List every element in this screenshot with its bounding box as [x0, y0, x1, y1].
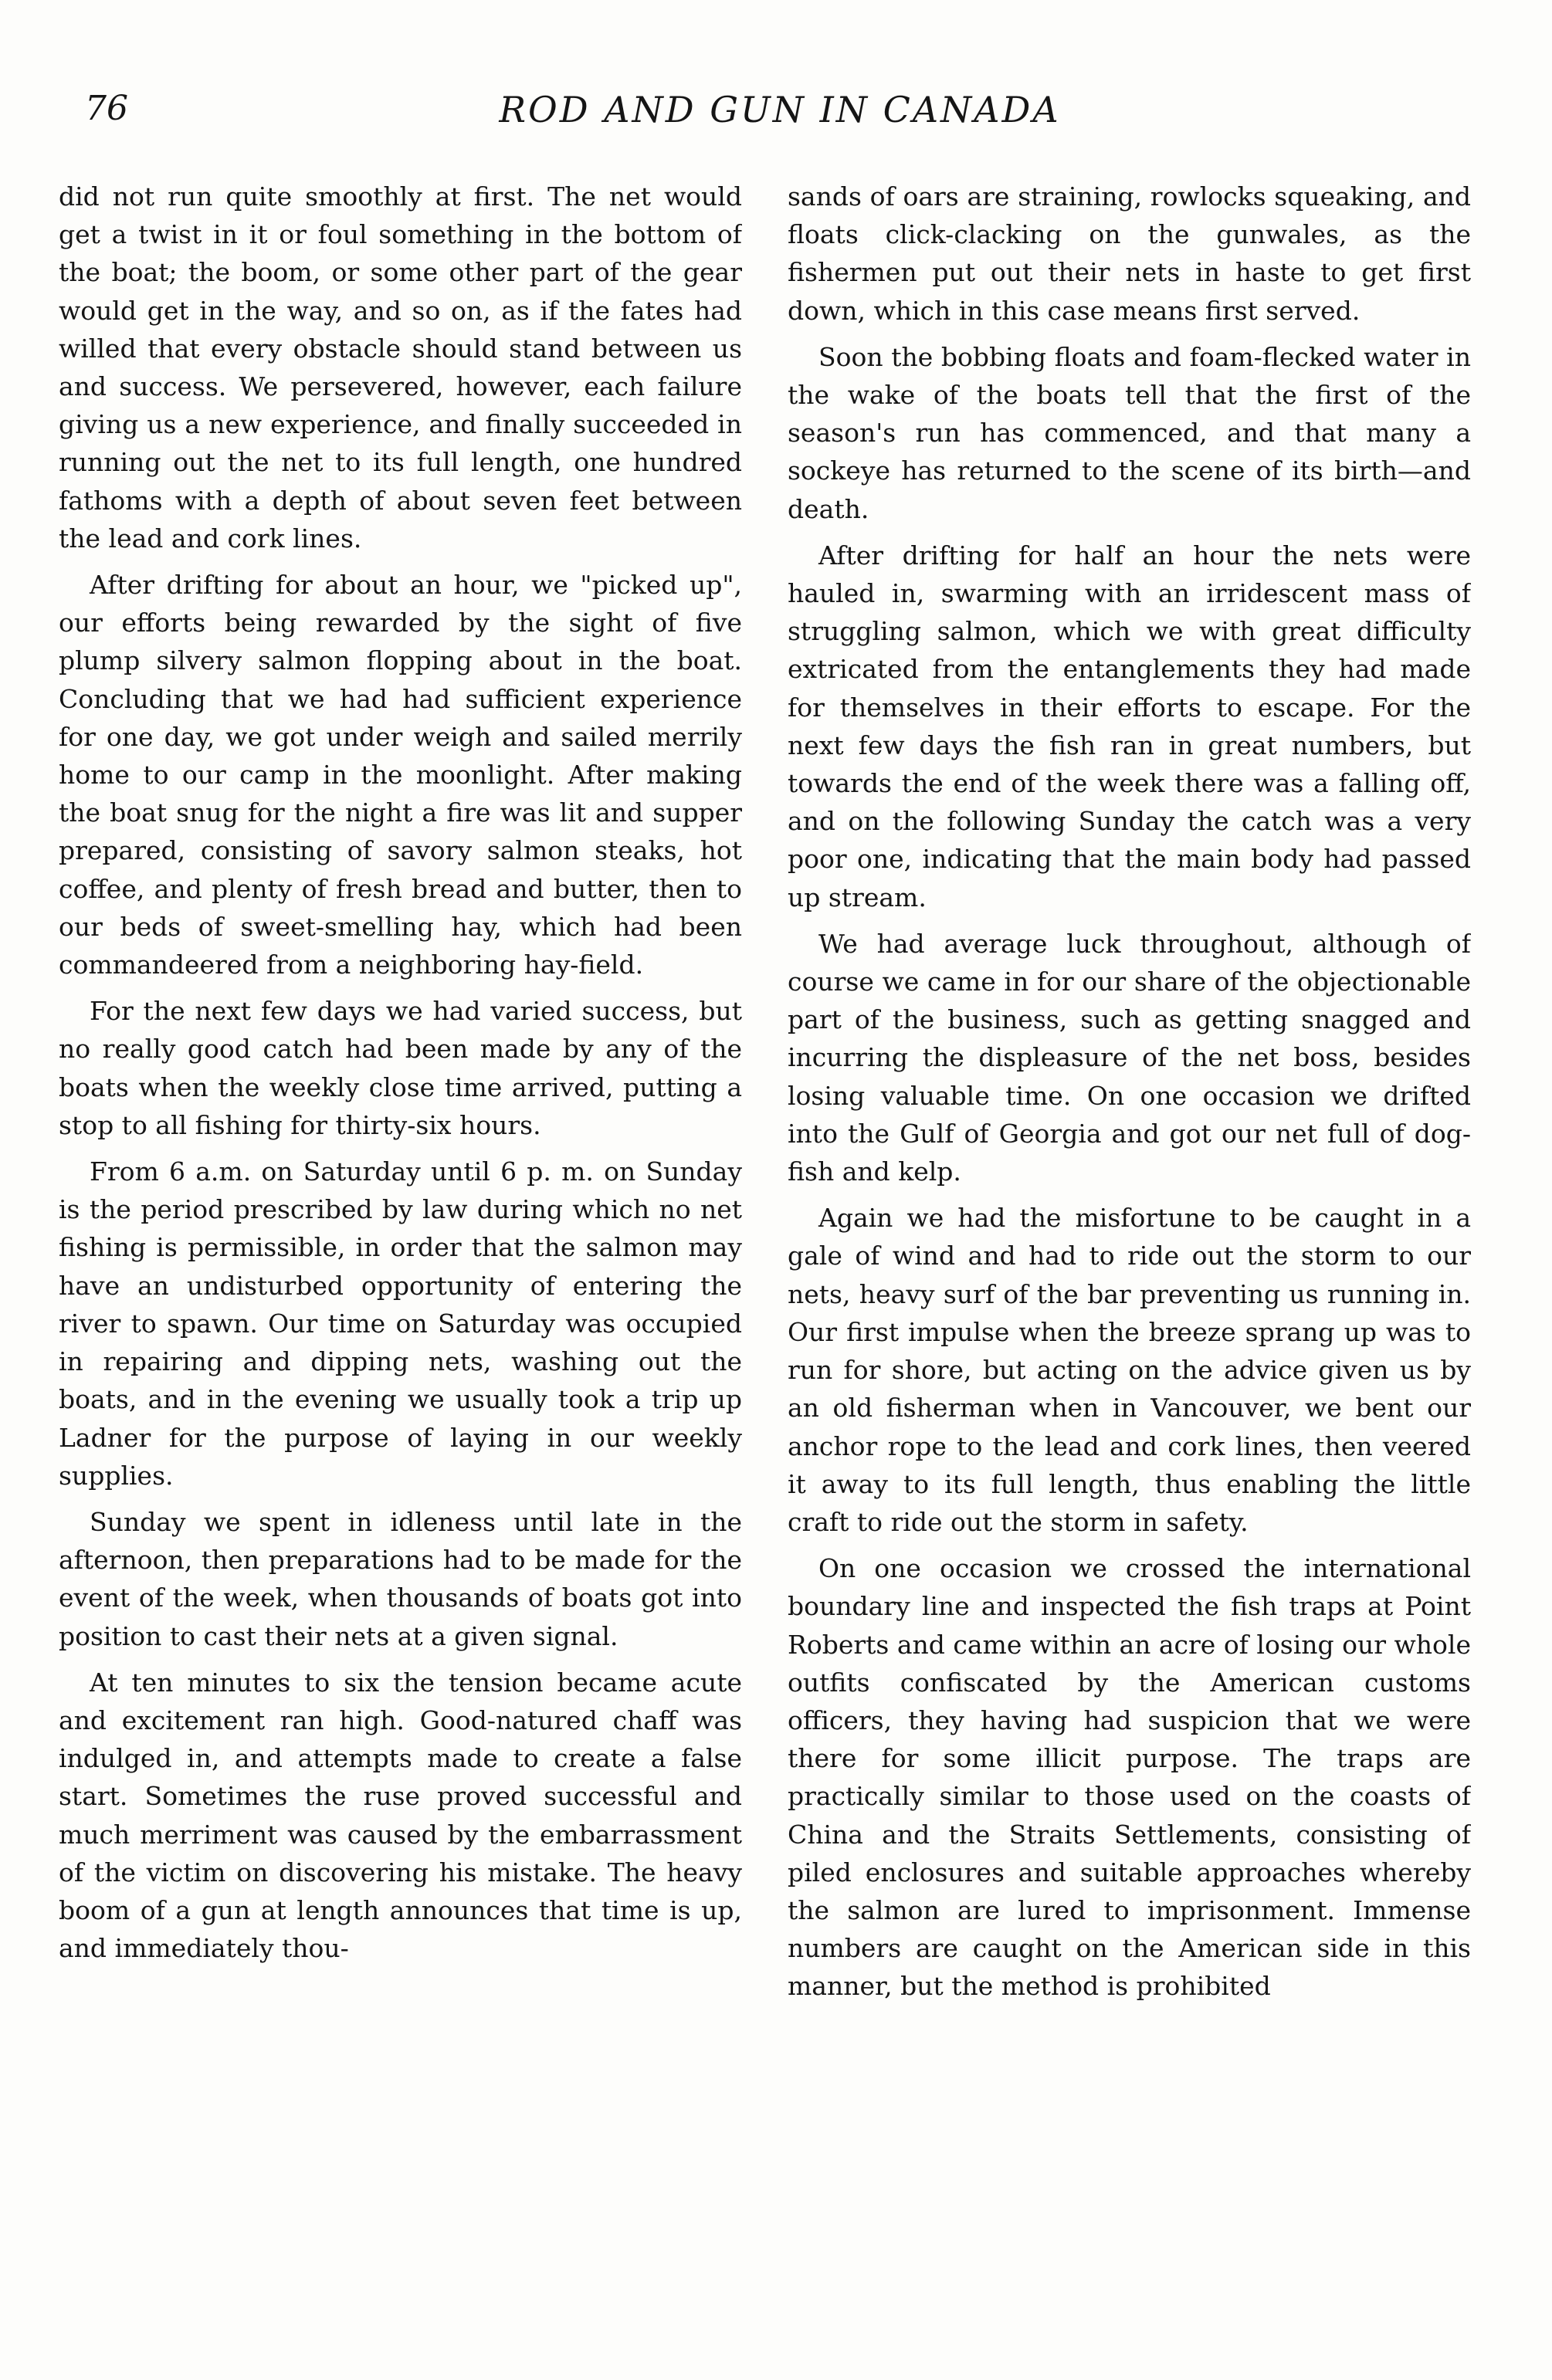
paragraph: We had average luck throughout, although of course we came in for our share of the objectionable part of the business, such as getting snagged and incurring the displeasure of the net boss, besides losing valuable time. On one occasion we drifted into the Gulf of Georgia and got our net full of dog-fish and kelp. [788, 928, 1471, 1187]
paragraph: Sunday we spent in idleness until late in the afternoon, then preparations had to be made for the event of the week, when thousands of boats got into position to cast their nets at a given signal. [59, 1506, 742, 1651]
left-column [59, 178, 742, 2293]
paragraph: From 6 a.m. on Saturday until 6 p. m. on Sunday is the period prescribed by law during which no net fishing is permissible, in order that the salmon may have an undisturbed opportunity of entering the river to spawn. Our time on Saturday was occupied in repairing and dipping nets, washing out the boats, and in the evening we usually took a trip up Ladner for the purpose of laying in our weekly supplies. [59, 1156, 742, 1491]
paragraph: After drifting for half an hour the nets were hauled in, swarming with an irridescent mass of struggling salmon, which we with great difficulty extricated from the entanglements they had made for themselves in their efforts to escape. For the next few days the fish ran in great numbers, but towards the end of the week there was a falling off, and on the following Sunday the catch was a very poor one, indicating that the main body had passed up stream. [788, 540, 1471, 912]
running-title: ROD AND GUN IN CANADA [499, 89, 1061, 130]
paragraph: At ten minutes to six the tension became acute and excitement ran high. Good-natured chaff was indulged in, and attempts made to create a false start. Sometimes the ruse proved successful and much merriment was caused by the embarrassment of the victim on discovering his mistake. The heavy boom of a gun at length announces that time is up, and immediately thou- [59, 1667, 742, 1964]
page-header [85, 89, 1475, 151]
right-column [788, 178, 1471, 2293]
paragraph: did not run quite smoothly at first. The net would get a twist in it or foul something in the bottom of the boat; the boom, or some other part of the gear would get in the way, and so on, as if the fates had willed that every obstacle should stand between us and success. We persevered, however, each failure giving us a new experience, and finally succeeded in running out the net to its full length, one hundred fathoms with a depth of about seven feet between the lead and cork lines. [59, 181, 742, 554]
paragraph: For the next few days we had varied success, but no really good catch had been made by any of the boats when the weekly close time arrived, putting a stop to all fishing for thirty-six hours. [59, 996, 742, 1140]
paragraph: Again we had the misfortune to be caught in a gale of wind and had to ride out the storm to our nets, heavy surf of the bar preventing us running in. Our first impulse when the breeze sprang up was to run for shore, but acting on the advice given us by an old fisherman when in Vancouver, we bent our anchor rope to the lead and cork lines, then veered it away to its full length, thus enabling the little craft to ride out the storm in safety. [788, 1203, 1471, 1537]
paragraph: Soon the bobbing floats and foam-flecked water in the wake of the boats tell that the first of the season's run has commenced, and that many a sockeye has returned to the scene of its birth—and death. [788, 341, 1471, 524]
paragraph: On one occasion we crossed the international boundary line and inspected the fish traps at Point Roberts and came within an acre of losing our whole outfits confiscated by the American customs officers, they having had suspicion that we were there for some illicit purpose. The traps are practically similar to those used on the coasts of China and the Straits Settlements, consisting of piled enclosures and suitable approaches whereby the salmon are lured to imprisonment. Immense numbers are caught on the American side in this manner, but the method is prohibited [788, 1553, 1471, 2002]
paragraph: After drifting for about an hour, we "picked up", our efforts being rewarded by the sight of five plump silvery salmon flopping about in the boat. Concluding that we had had sufficient experience for one day, we got under weigh and sailed merrily home to our camp in the moonlight. After making the boat snug for the night a fire was lit and supper prepared, consisting of savory salmon steaks, hot coffee, and plenty of fresh bread and butter, then to our beds of sweet-smelling hay, which had been commandeered from a neighboring hay-field. [59, 570, 742, 980]
paragraph: sands of oars are straining, rowlocks squeaking, and floats click-clacking on the gunwales, as the fishermen put out their nets in haste to get first down, which in this case means first served. [788, 181, 1471, 326]
page-number: 76 [85, 89, 128, 128]
